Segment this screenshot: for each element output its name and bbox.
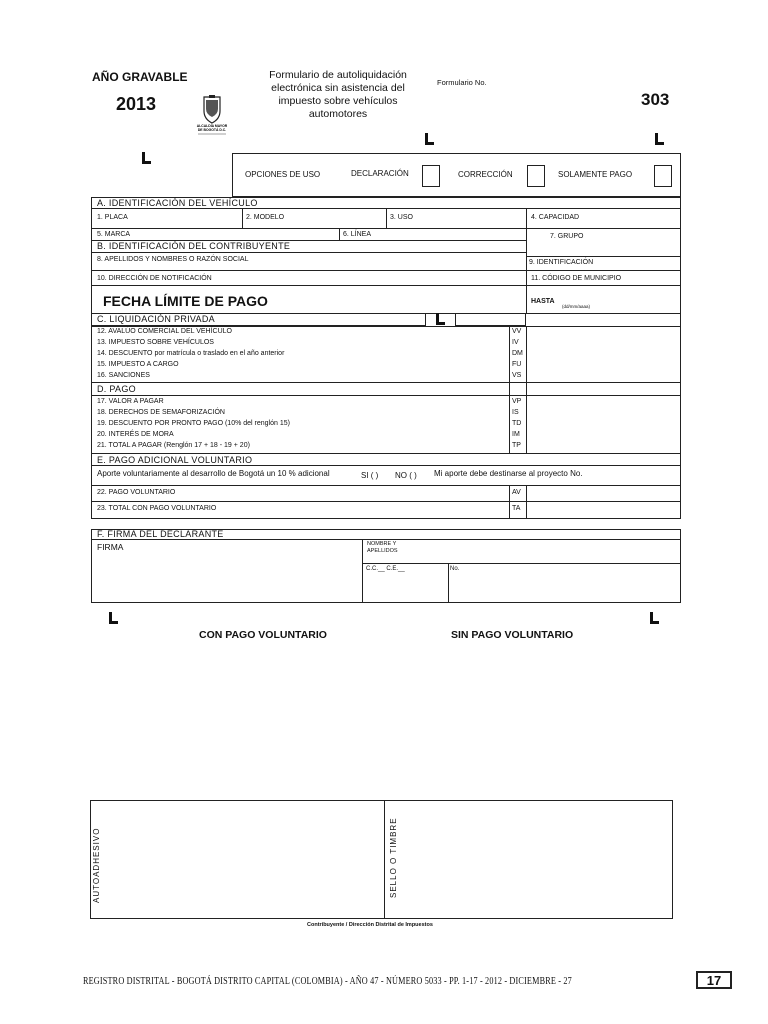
section-f-title: F. FIRMA DEL DECLARANTE [97,529,224,539]
sello-timbre-label: SELLO O TIMBRE [389,817,398,898]
row-19-label: 19. DESCUENTO POR PRONTO PAGO (10% del renglón 15) [97,420,290,427]
row-13-code: IV [512,339,519,346]
section-a-title: A. IDENTIFICACIÓN DEL VEHÍCULO [97,198,258,208]
placa-field[interactable]: 1. PLACA [97,214,128,221]
sello-timbre-area [385,801,672,918]
proyecto-label: Mi aporte debe destinarse al proyecto No. [434,469,583,478]
firma-label: FIRMA [97,542,124,552]
registration-mark [142,152,151,164]
total-con-pago-label: 23. TOTAL CON PAGO VOLUNTARIO [97,505,217,512]
footer-text: REGISTRO DISTRITAL - BOGOTÁ DISTRITO CAPITAL (COLOMBIA) - AÑO 47 - NÚMERO 5033 - PP. 1-17 - 2012 - DICIEMBRE - 27 [83,976,572,987]
registration-mark [655,133,664,145]
coat-of-arms-icon [192,95,232,137]
row-17-code: VP [512,398,522,405]
row-16-code: VS [512,372,522,379]
declaracion-label: DECLARACIÓN [351,169,409,178]
row-14-label: 14. DESCUENTO por matrícula o traslado en el año anterior [97,350,285,357]
date-format-hint: (dd/mm/aaaa) [562,304,591,309]
bogota-logo [192,95,232,137]
registration-mark [109,612,118,624]
row-18-label: 18. DERECHOS DE SEMAFORIZACIÓN [97,409,225,416]
row-21-code: TP [512,442,521,449]
declaracion-checkbox[interactable] [422,165,440,187]
form-title-line3: impuesto sobre vehículos [278,95,398,107]
row-13-label: 13. IMPUESTO SOBRE VEHÍCULOS [97,339,214,346]
ano-gravable-label: AÑO GRAVABLE [92,70,188,84]
form-title-line1: Formulario de autoliquidación [269,69,407,81]
autoadhesivo-label: AUTOADHESIVO [92,827,101,903]
form-title-line2: electrónica sin asistencia del [271,82,405,94]
formulario-no-label: Formulario No. [437,78,487,87]
pago-voluntario-code: AV [512,489,521,496]
row-20-code: IM [512,431,520,438]
hasta-label: HASTA [531,298,555,305]
opciones-de-uso-label: OPCIONES DE USO [245,170,321,179]
section-b-title: B. IDENTIFICACIÓN DEL CONTRIBUYENTE [97,241,291,251]
con-pago-voluntario-label: CON PAGO VOLUNTARIO [199,629,327,641]
marca-field[interactable]: 5. MARCA [97,231,131,238]
row-14-code: DM [512,350,523,357]
fecha-limite-label: FECHA LÍMITE DE PAGO [103,293,268,309]
stamp-caption: Contribuyente / Dirección Distrital de Impuestos [307,922,433,928]
row-20-label: 20. INTERÉS DE MORA [97,431,174,438]
document-number-label[interactable]: No. [450,566,460,572]
page-number: 17 [696,971,732,989]
registration-mark [436,313,445,325]
solamente-pago-checkbox[interactable] [654,165,672,187]
apellidos-field[interactable]: 8. APELLIDOS Y NOMBRES O RAZÓN SOCIAL [97,256,249,263]
form-title-line4: automotores [308,108,368,120]
firma-signature-area[interactable] [92,553,360,602]
row-12-code: VV [512,328,522,335]
municipio-field[interactable]: 11. CÓDIGO DE MUNICIPIO [531,275,622,282]
modelo-field[interactable]: 2. MODELO [246,214,285,221]
svg-text:DE BOGOTÁ D.C.: DE BOGOTÁ D.C. [197,128,227,132]
section-e-title: E. PAGO ADICIONAL VOLUNTARIO [97,455,253,465]
si-option[interactable]: SI ( ) [361,471,379,480]
pago-voluntario-label: 22. PAGO VOLUNTARIO [97,489,176,496]
row-17-label: 17. VALOR A PAGAR [97,398,164,405]
autoadhesivo-area [91,801,383,918]
sin-pago-voluntario-label: SIN PAGO VOLUNTARIO [451,629,574,641]
correccion-checkbox[interactable] [527,165,545,187]
section-c-small-box [455,313,526,326]
year-value: 2013 [116,94,157,114]
svg-text:ALCALDÍA MAYOR: ALCALDÍA MAYOR [196,124,228,128]
registration-mark [425,133,434,145]
section-d-title: D. PAGO [97,384,136,394]
grupo-field[interactable]: 7. GRUPO [550,233,584,240]
row-19-code: TD [512,420,522,427]
nombre-label-2: APELLIDOS [367,548,398,554]
direccion-field[interactable]: 10. DIRECCIÓN DE NOTIFICACIÓN [97,275,212,282]
linea-field[interactable]: 6. LÍNEA [343,231,372,238]
form-number: 303 [641,90,670,109]
uso-field[interactable]: 3. USO [390,214,413,221]
row-18-code: IS [512,409,519,416]
solamente-pago-label: SOLAMENTE PAGO [558,170,633,179]
nombre-label-1: NOMBRE Y [367,541,397,547]
correccion-label: CORRECCIÓN [458,170,513,179]
capacidad-field[interactable]: 4. CAPACIDAD [531,214,580,221]
cc-ce-label[interactable]: C.C.__ C.E.__ [366,566,405,572]
row-16-label: 16. SANCIONES [97,372,150,379]
aporte-voluntario-text: Aporte voluntariamente al desarrollo de Bogotá un 10 % adicional [97,469,330,478]
row-15-label: 15. IMPUESTO A CARGO [97,361,179,368]
registration-mark [650,612,659,624]
no-option[interactable]: NO ( ) [395,471,417,480]
row-21-label: 21. TOTAL A PAGAR (Renglón 17 + 18 - 19 + 20) [97,442,250,449]
total-con-pago-code: TA [512,505,521,512]
section-c-title: C. LIQUIDACIÓN PRIVADA [97,314,215,324]
row-15-code: FU [512,361,522,368]
row-12-label: 12. AVALÚO COMERCIAL DEL VEHÍCULO [97,328,232,335]
identificacion-field[interactable]: 9. IDENTIFICACIÓN [529,259,594,266]
